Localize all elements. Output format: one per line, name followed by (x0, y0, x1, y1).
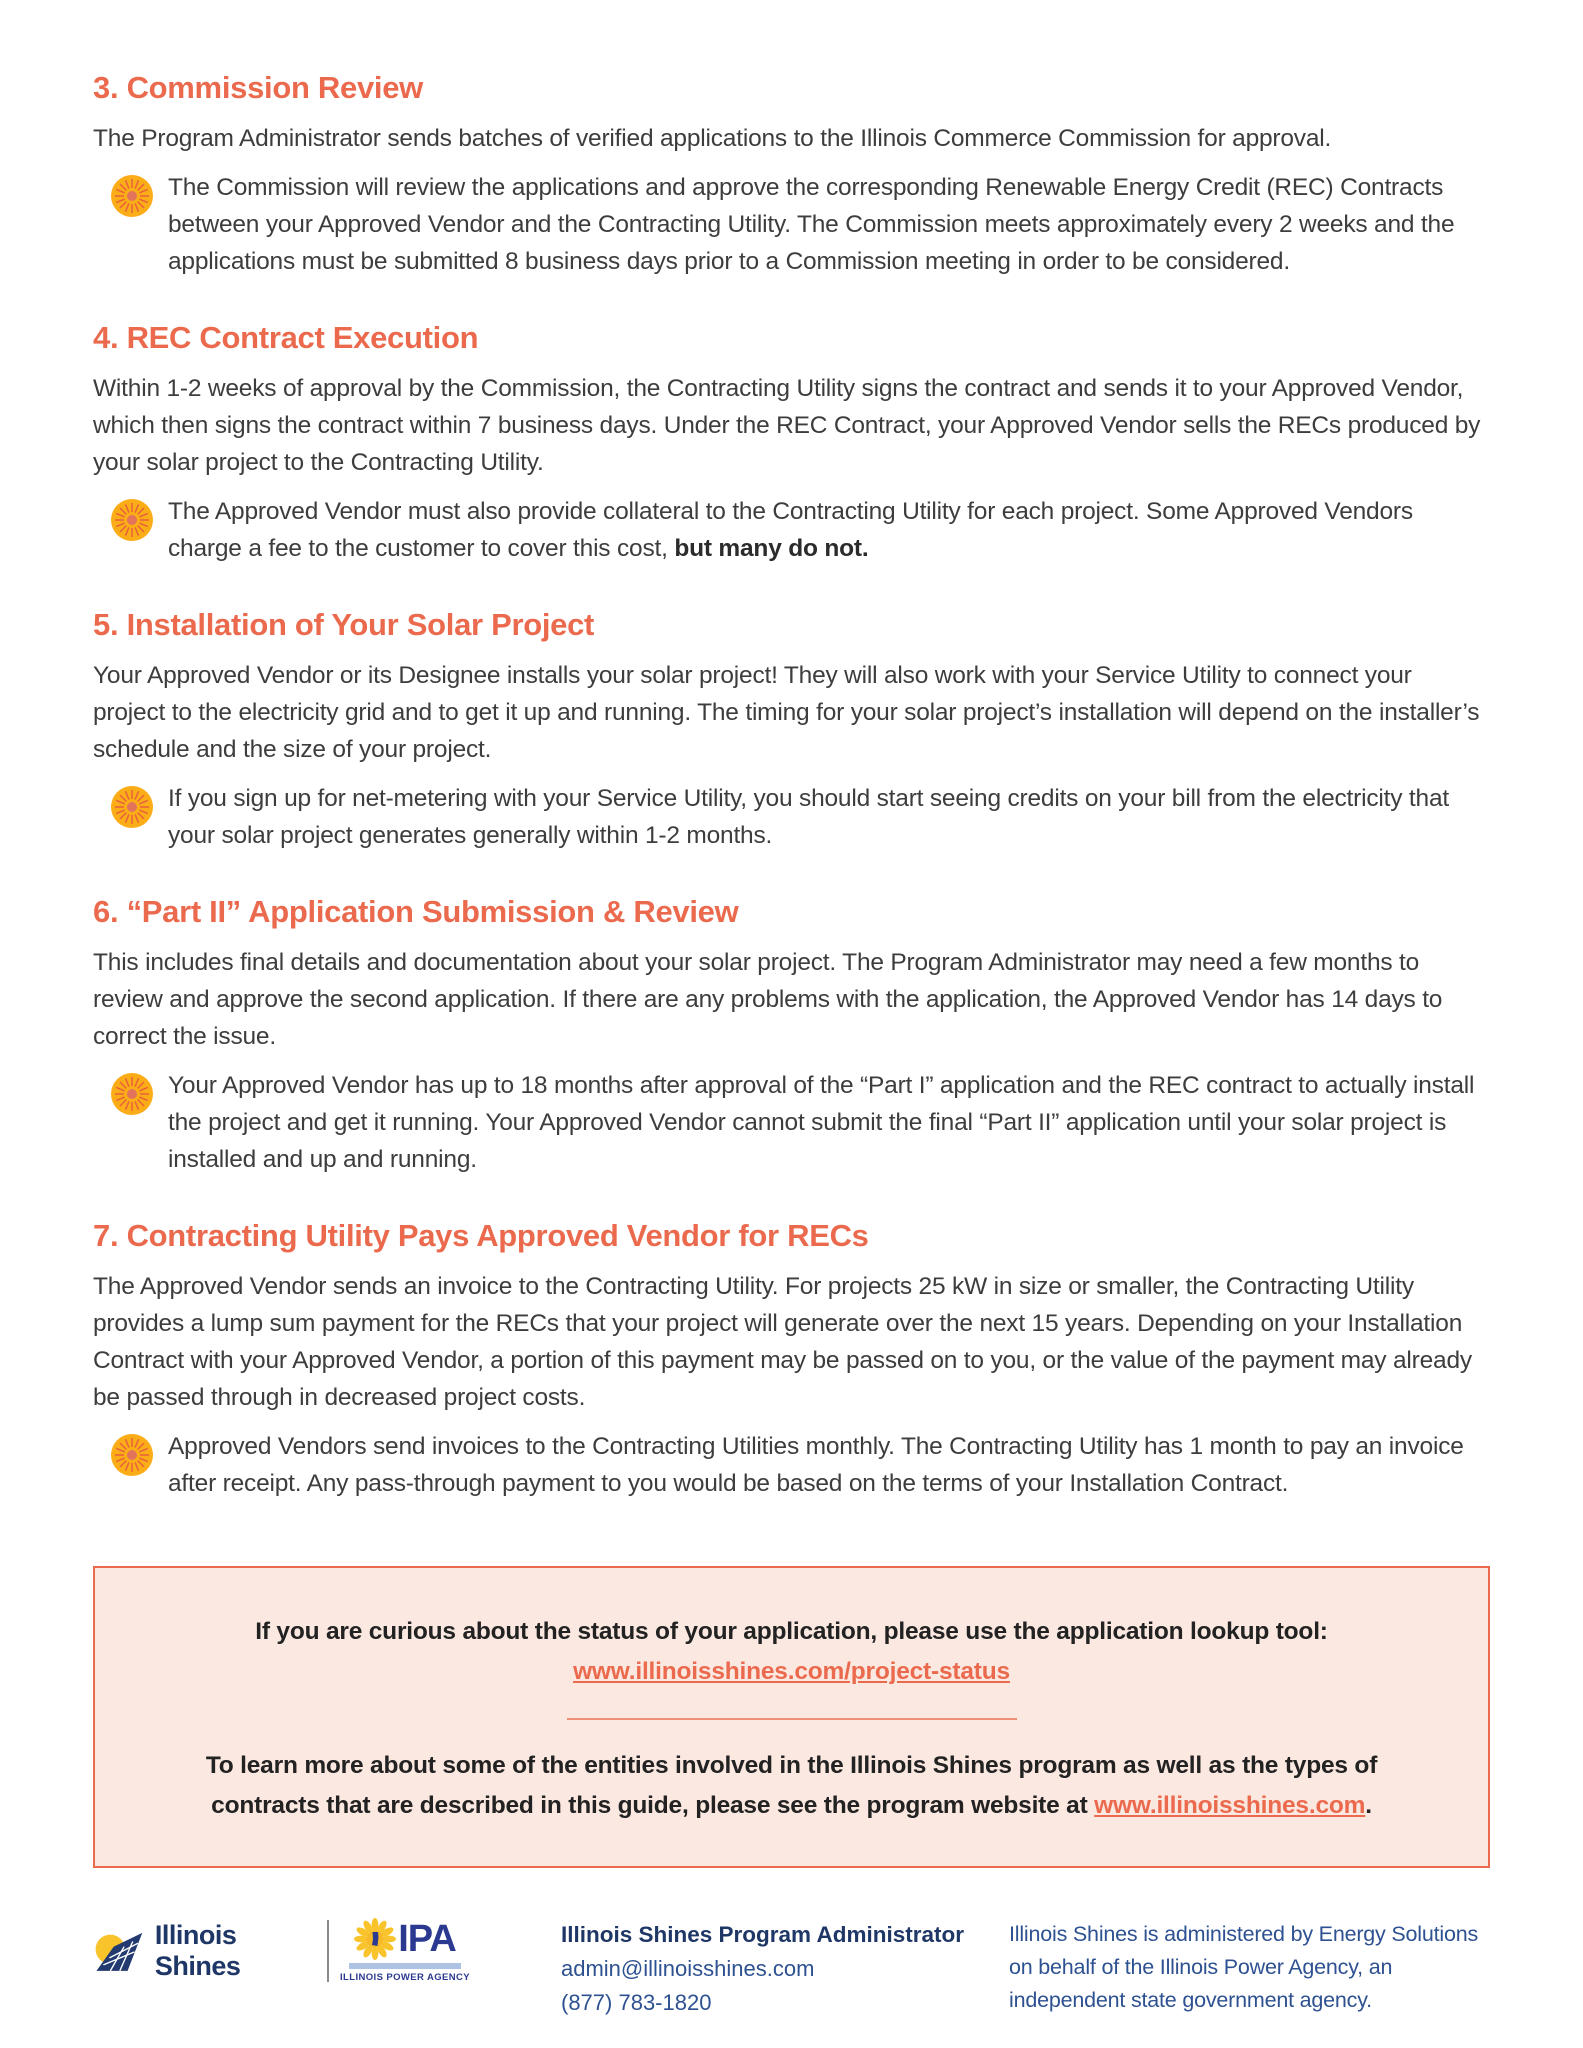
section-7-heading: 7. Contracting Utility Pays Approved Vendor for RECs (93, 1218, 869, 1253)
logo-separator (327, 1920, 329, 1982)
bullet-item (110, 780, 1490, 854)
solar-panel-sun-icon (93, 1922, 145, 1980)
illinois-shines-logo-text: Illinois Shines (154, 1919, 241, 1981)
section-5-heading: 5. Installation of Your Solar Project (93, 607, 595, 642)
status-lookup-text: If you are curious about the status of your application, please use the application lookup tool: (255, 1618, 1328, 1645)
sun-bullet-icon (110, 1072, 154, 1116)
bullet-text: Approved Vendors send invoices to the Contracting Utilities monthly. The Contracting Utility has 1 month to pay an invoice after receipt. Any pass-through payment to you would be based on the terms of your Installation Contract. (168, 1433, 1464, 1497)
section-utility-pays-vendor (93, 1218, 1490, 1502)
section-3-heading: 3. Commission Review (93, 70, 423, 105)
bullet-item (110, 493, 1490, 567)
bullet-item (110, 1067, 1490, 1178)
administered-by-text: Illinois Shines is administered by Energy Solutions on behalf of the Illinois Power Agency, an independent state government agency. (1009, 1922, 1479, 2012)
section-commission-review (93, 70, 1490, 280)
section-installation (93, 607, 1490, 854)
section-part-2-application (93, 894, 1490, 1178)
section-6-paragraph: This includes final details and documentation about your solar project. The Program Administrator may need a few months to review and approve the second application. If there are any problems with the application, the Approved Vendor has 14 days to correct the issue. (93, 949, 1443, 1050)
sun-bullet-icon (110, 498, 154, 542)
bullet-text: If you sign up for net-metering with your Service Utility, you should start seeing credits on your bill from the electricity that your solar project generates generally within 1-2 months. (168, 785, 1449, 849)
ipa-logo-caption: ILLINOIS POWER AGENCY (340, 1972, 470, 1983)
section-6-heading: 6. “Part II” Application Submission & Review (93, 894, 739, 929)
admin-phone: (877) 783-1820 (561, 1990, 712, 2015)
sun-bullet-icon (110, 174, 154, 218)
learn-more-text: To learn more about some of the entities involved in the Illinois Shines program as well as the types of contracts that are described in this guide, please see the program website at www.illinoisshines.com. (205, 1752, 1378, 1819)
bullet-text: The Approved Vendor must also provide collateral to the Contracting Utility for each project. Some Approved Vendors charge a fee to the customer to cover this cost, but many do not. (168, 498, 1413, 562)
bullet-item (110, 169, 1490, 280)
bullet-text: The Commission will review the applications and approve the corresponding Renewable Energy Credit (REC) Contracts between your Approved Vendor and the Contracting Utility. The Commission meets approximately every 2 weeks and the applications must be submitted 8 business days prior to a Commission meeting in order to be considered. (168, 174, 1455, 275)
bullet-item (110, 1428, 1490, 1502)
bullet-text: Your Approved Vendor has up to 18 months after approval of the “Part I” application and the REC contract to actually install the project and get it running. Your Approved Vendor cannot submit the final “Part II” application until your solar project is installed and up and running. (168, 1072, 1475, 1173)
section-4-heading: 4. REC Contract Execution (93, 320, 479, 355)
page-footer (93, 1918, 1490, 2020)
illinois-shines-logo (93, 1920, 305, 1982)
section-rec-contract-execution (93, 320, 1490, 567)
ipa-logo-bar (349, 1963, 461, 1969)
application-status-info-box (93, 1566, 1490, 1868)
footer-logos (93, 1918, 470, 1983)
program-administrator-contact (561, 1918, 981, 2020)
illinois-shines-link[interactable]: www.illinoisshines.com (1094, 1792, 1366, 1819)
project-status-link[interactable]: www.illinoisshines.com/project-status (573, 1658, 1010, 1685)
section-5-paragraph: Your Approved Vendor or its Designee installs your solar project! They will also work with your Service Utility to connect your project to the electricity grid and to get it up and running. The timing for your solar project’s installation will depend on the installer’s schedule and the size of your project. (93, 662, 1480, 763)
section-4-paragraph: Within 1-2 weeks of approval by the Commission, the Contracting Utility signs the contract and sends it to your Approved Vendor, which then signs the contract within 7 business days. Under the REC Contract, your Approved Vendor sells the RECs produced by your solar project to the Contracting Utility. (93, 375, 1481, 476)
admin-email: admin@illinoisshines.com (561, 1956, 815, 1981)
ipa-logo (340, 1918, 470, 1983)
ipa-logo-text: IPA (398, 1918, 456, 1960)
box-divider (567, 1718, 1017, 1720)
section-7-paragraph: The Approved Vendor sends an invoice to the Contracting Utility. For projects 25 kW in size or smaller, the Contracting Utility provides a lump sum payment for the RECs that your project will generate over the next 15 years. Depending on your Installation Contract with your Approved Vendor, a portion of this payment may be passed on to you, or the value of the payment may already be passed through in decreased project costs. (93, 1273, 1472, 1411)
section-3-paragraph: The Program Administrator sends batches of verified applications to the Illinois Commerce Commission for approval. (93, 125, 1332, 152)
sun-bullet-icon (110, 1433, 154, 1477)
sunflower-icon (354, 1918, 396, 1960)
sun-bullet-icon (110, 785, 154, 829)
admin-title: Illinois Shines Program Administrator (561, 1922, 964, 1947)
